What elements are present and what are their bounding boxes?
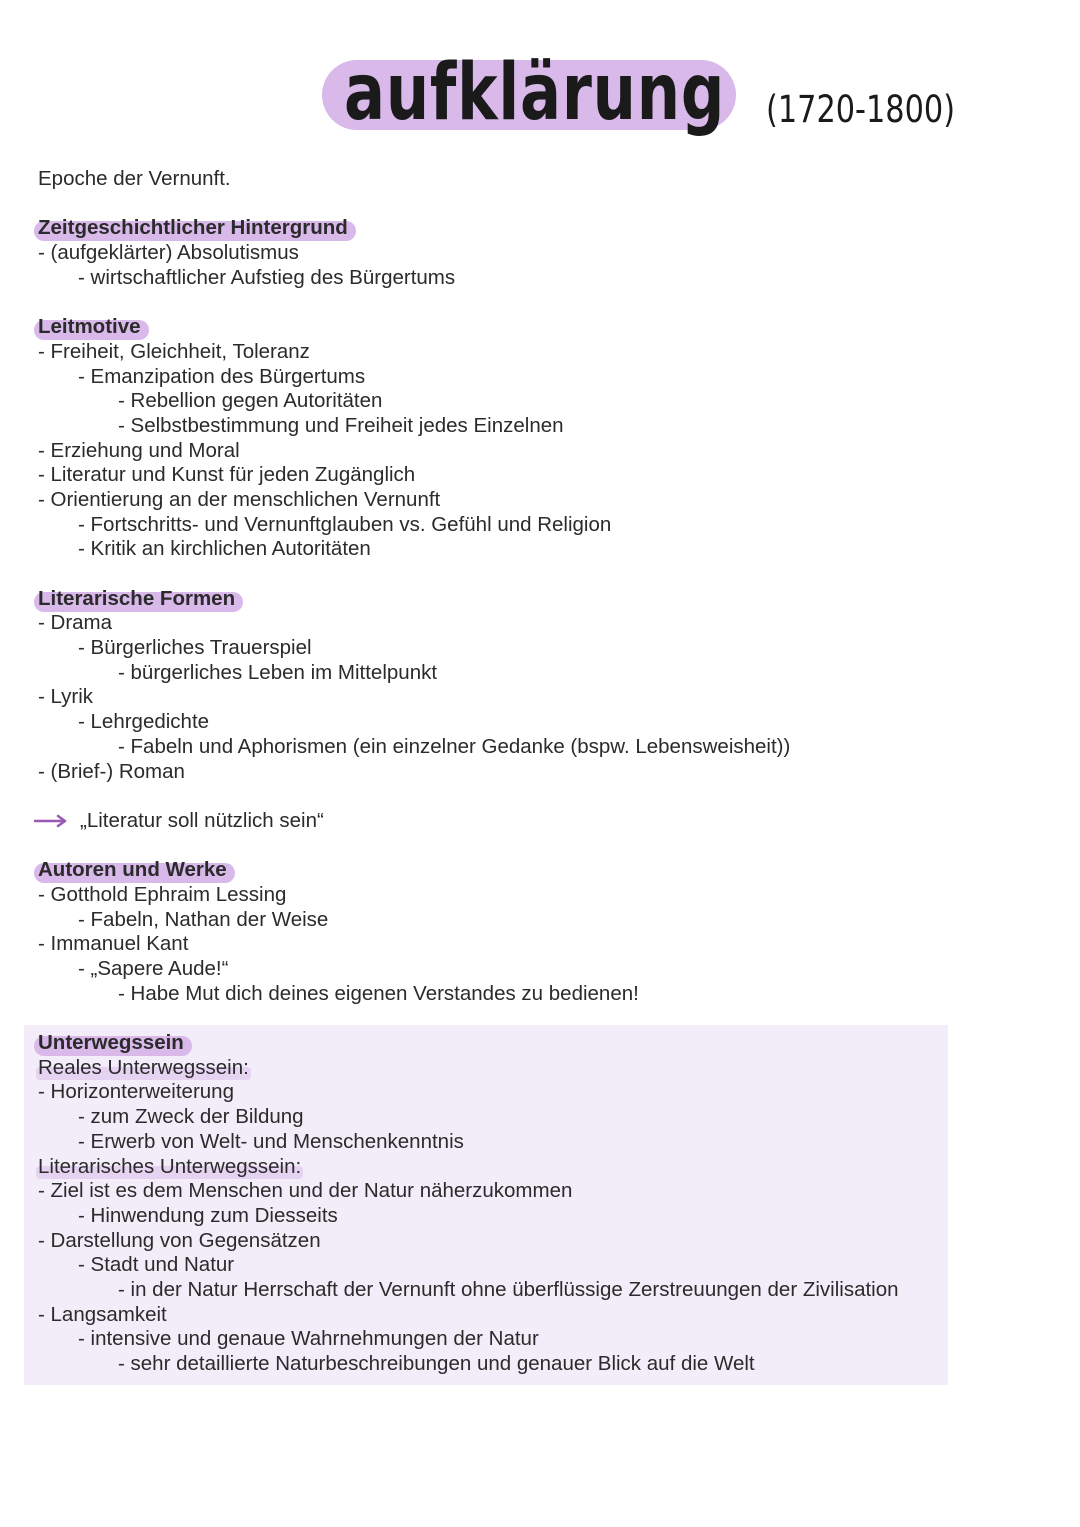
- list-item: - „Sapere Aude!“: [78, 957, 229, 980]
- arrow-right-icon: [34, 814, 68, 828]
- heading-autoren: Autoren und Werke: [38, 858, 227, 882]
- list-item: - Erziehung und Moral: [38, 438, 240, 462]
- list-item: - Lehrgedichte: [78, 710, 210, 734]
- list-item: - Kritik an kirchlichen Autoritäten: [78, 537, 371, 561]
- list-item: - Rebellion gegen Autoritäten: [118, 389, 383, 413]
- list-item: - Literatur und Kunst für jeden Zugänglich: [38, 463, 416, 487]
- list-item: - (aufgeklärter) Absolutismus: [38, 241, 299, 265]
- list-item: - Lyrik: [38, 685, 94, 709]
- list-item: - Langsamkeit: [38, 1302, 167, 1326]
- heading-hintergrund: Zeitgeschichtlicher Hintergrund: [38, 216, 348, 240]
- list-item: - Gotthold Ephraim Lessing: [38, 882, 287, 906]
- list-item: - Darstellung von Gegensätzen: [38, 1228, 321, 1252]
- list-item: - Immanuel Kant: [38, 932, 189, 956]
- list-item: - Orientierung an der menschlichen Vernunft: [38, 487, 441, 511]
- list-item: - Drama: [38, 611, 113, 635]
- notes-content: [38, 167, 1038, 1377]
- conclusion-line: [38, 809, 1038, 834]
- list-item: - Fortschritts- und Vernunftglauben vs. Gefühl und Religion: [78, 512, 612, 536]
- page-title: aufklärung: [344, 48, 726, 138]
- list-item: - Fabeln, Nathan der Weise: [78, 907, 329, 931]
- intro-text: Epoche der Vernunft.: [38, 167, 231, 190]
- list-item: - (Brief-) Roman: [38, 759, 185, 783]
- list-item: - Ziel ist es dem Menschen und der Natur näherzukommen: [38, 1179, 573, 1203]
- epoch-years: (1720-1800): [766, 88, 956, 131]
- list-item: - Horizonterweiterung: [38, 1080, 234, 1104]
- list-item: - Fabeln und Aphorismen (ein einzelner Gedanke (bspw. Lebensweisheit)): [118, 734, 791, 758]
- list-item: - intensive und genaue Wahrnehmungen der Natur: [78, 1327, 539, 1351]
- heading-leitmotive: Leitmotive: [38, 315, 141, 339]
- heading-formen: Literarische Formen: [38, 586, 236, 610]
- list-item: - Habe Mut dich deines eigenen Verstandes zu bedienen!: [118, 981, 639, 1005]
- list-item: - zum Zweck der Bildung: [78, 1105, 304, 1129]
- list-item: - bürgerliches Leben im Mittelpunkt: [118, 660, 438, 684]
- list-item: - Selbstbestimmung und Freiheit jedes Einzelnen: [118, 413, 564, 437]
- conclusion-text: „Literatur soll nützlich sein“: [80, 808, 324, 832]
- list-item: - wirtschaftlicher Aufstieg des Bürgertums: [78, 265, 456, 289]
- list-item: - sehr detaillierte Naturbeschreibungen und genauer Blick auf die Welt: [118, 1352, 755, 1375]
- list-item: - Bürgerliches Trauerspiel: [78, 636, 312, 660]
- list-item: - Stadt und Natur: [78, 1253, 235, 1277]
- list-item: - Emanzipation des Bürgertums: [78, 364, 366, 388]
- list-item: - Erwerb von Welt- und Menschenkenntnis: [78, 1129, 464, 1153]
- list-item: - in der Natur Herrschaft der Vernunft ohne überflüssige Zerstreuungen der Zivilisation: [118, 1277, 899, 1301]
- heading-unterwegssein: Unterwegssein: [38, 1031, 184, 1055]
- list-item: - Freiheit, Gleichheit, Toleranz: [38, 339, 310, 363]
- list-item: - Hinwendung zum Diesseits: [78, 1203, 338, 1227]
- subheading-literarisches: Literarisches Unterwegssein:: [38, 1154, 302, 1178]
- subheading-reales: Reales Unterwegssein:: [38, 1055, 249, 1079]
